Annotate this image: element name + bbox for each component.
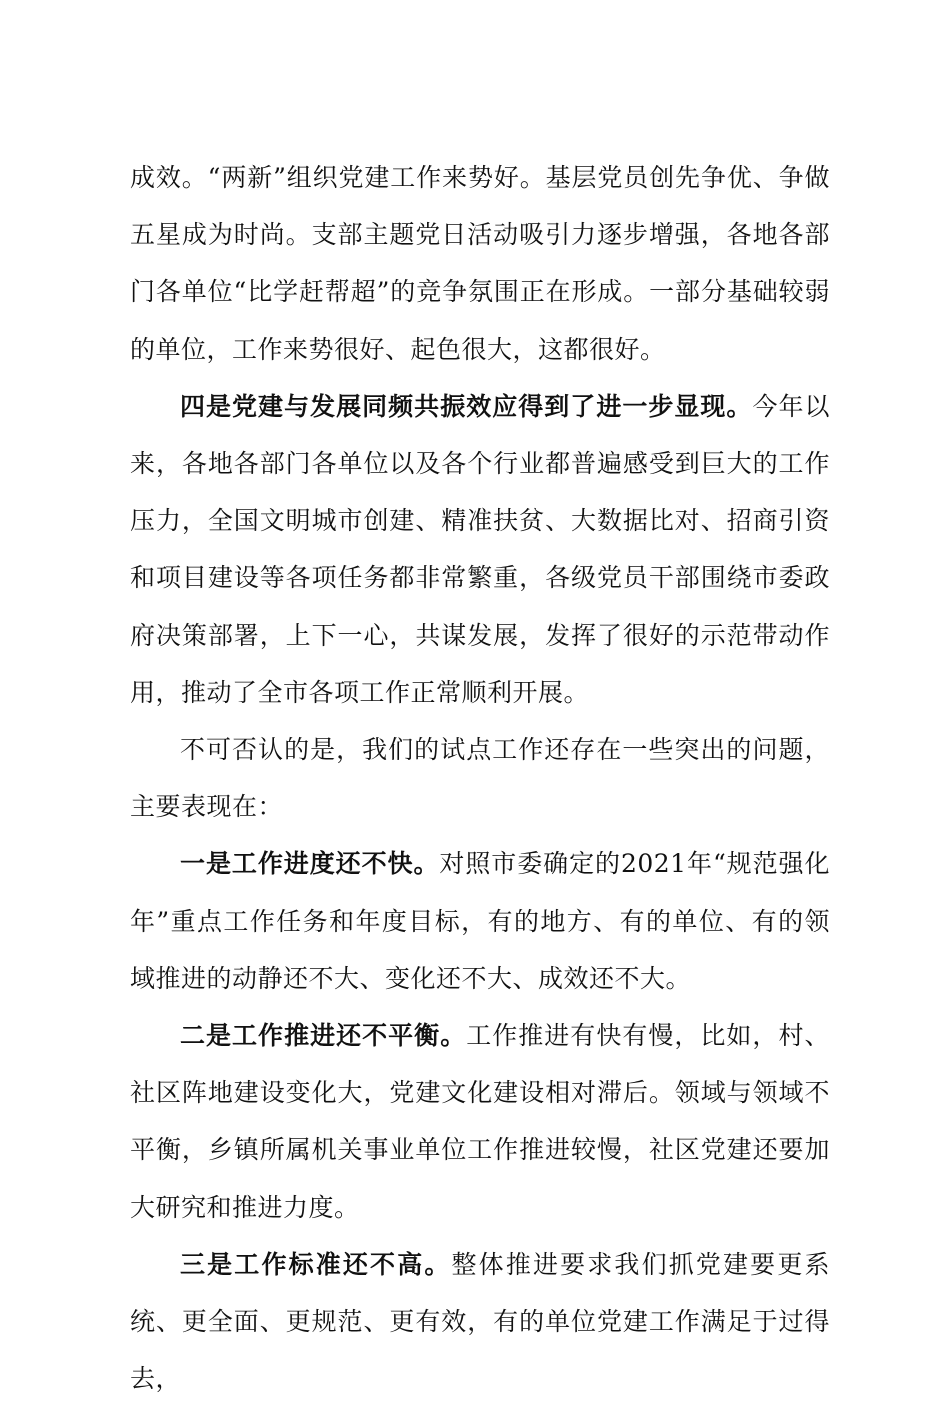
paragraph-5-lead: 二是工作推进还不平衡。 [180, 1021, 467, 1051]
paragraph-6-text: 整体推进要求我们抓党建要更系统、更全面、更规范、更有效，有的单位党建工作满足于过得去， [130, 1249, 830, 1394]
paragraph-6-lead: 三是工作标准还不高。 [180, 1249, 452, 1279]
paragraph-4-lead: 一是工作进度还不快。 [180, 849, 440, 879]
document-body [130, 149, 830, 1407]
paragraph-4-text: 对照市委确定的2021年“规范强化年”重点工作任务和年度目标，有的地方、有的单位、有的领域推进的动静还不大、变化还不大、成效还不大。 [130, 849, 830, 993]
paragraph-1 [130, 149, 830, 378]
paragraph-2 [130, 378, 830, 721]
paragraph-4 [130, 835, 830, 1007]
paragraph-2-lead: 四是党建与发展同频共振效应得到了进一步显现。 [180, 391, 753, 421]
paragraph-3-text: 不可否认的是，我们的试点工作还存在一些突出的问题，主要表现在： [130, 735, 830, 822]
paragraph-5 [130, 1007, 830, 1236]
paragraph-5-text: 工作推进有快有慢，比如，村、社区阵地建设变化大，党建文化建设相对滞后。领域与领域不平衡，乡镇所属机关事业单位工作推进较慢，社区党建还要加大研究和推进力度。 [130, 1021, 830, 1222]
paragraph-3 [130, 721, 830, 835]
paragraph-1-text: 成效。“两新”组织党建工作来势好。基层党员创先争优、争做五星成为时尚。支部主题党日活动吸引力逐步增强，各地各部门各单位“比学赶帮超”的竞争氛围正在形成。一部分基础较弱的单位，工作来势很好、起色很大，这都很好。 [130, 163, 830, 364]
paragraph-2-text: 今年以来，各地各部门各单位以及各个行业都普遍感受到巨大的工作压力，全国文明城市创建、精准扶贫、大数据比对、招商引资和项目建设等各项任务都非常繁重，各级党员干部围绕市委政府决策部署，上下一心，共谋发展，发挥了很好的示范带动作用，推动了全市各项工作正常顺利开展。 [130, 391, 830, 707]
paragraph-6 [130, 1236, 830, 1407]
